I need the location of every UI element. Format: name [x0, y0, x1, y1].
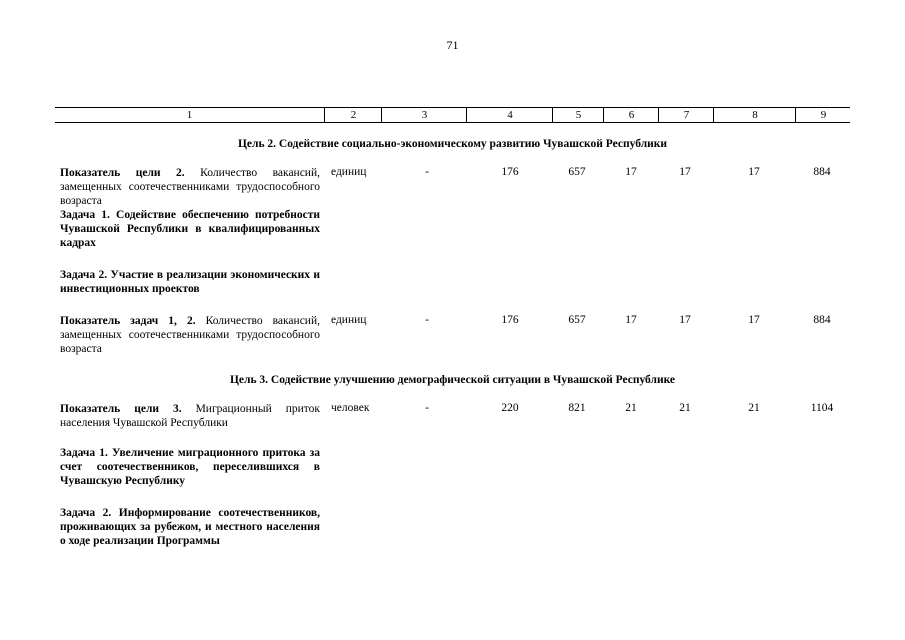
row3-col8: 21 — [748, 402, 760, 414]
header-col-6: 6 — [603, 108, 659, 122]
row2-col6: 17 — [625, 314, 637, 326]
header-col-2: 2 — [324, 108, 382, 122]
row1-col8: 17 — [748, 166, 760, 178]
header-col-5: 5 — [552, 108, 604, 122]
row1-col9: 884 — [813, 166, 831, 178]
goal-3-task-1: Задача 1. Увеличение миграционного притока за счет соотечественников, переселившихся в Чувашскую Республику — [60, 447, 320, 487]
row3-col5: 821 — [568, 402, 586, 414]
row2-col5: 657 — [568, 314, 586, 326]
header-col-4: 4 — [466, 108, 553, 122]
goal-3-task-2: Задача 2. Информирование соотечественников, проживающих за рубежом, и местного населения о ходе реализации Программы — [60, 507, 320, 547]
goal-2-task-1: Задача 1. Содействие обеспечению потребности Чувашской Республики в квалифицированных кадрах — [60, 209, 320, 249]
row2-col7: 17 — [679, 314, 691, 326]
row1-col6: 17 — [625, 166, 637, 178]
row2-col3: - — [425, 314, 429, 326]
indicator-goal-3-text: Миграционный приток населения Чувашской Республики — [60, 403, 320, 429]
header-col-9: 9 — [795, 108, 851, 122]
row1-col4: 176 — [501, 166, 519, 178]
page-number: 71 — [446, 38, 459, 52]
indicator-tasks-1-2-text: Количество вакансий, замещенных соотечественниками трудоспособного возраста — [60, 315, 320, 355]
indicator-goal-2 — [60, 166, 320, 208]
indicator-goal-3 — [60, 402, 320, 430]
row2-col4: 176 — [501, 314, 519, 326]
indicator-tasks-1-2 — [60, 314, 320, 356]
header-col-7: 7 — [658, 108, 714, 122]
row2-col8: 17 — [748, 314, 760, 326]
indicator-tasks-1-2-label: Показатель задач 1, 2. — [60, 315, 196, 327]
indicator-goal-2-text: Количество вакансий, замещенных соотечественниками трудоспособного возраста — [60, 167, 320, 207]
header-col-3: 3 — [381, 108, 467, 122]
row3-col9: 1104 — [810, 402, 834, 414]
row1-unit: единиц — [331, 166, 367, 178]
table-header — [55, 107, 850, 123]
row3-col3: - — [425, 402, 429, 414]
row3-col4: 220 — [501, 402, 519, 414]
indicator-goal-3-label: Показатель цели 3. — [60, 403, 182, 415]
indicator-goal-2-label: Показатель цели 2. — [60, 167, 185, 179]
row3-col6: 21 — [625, 402, 637, 414]
row1-col5: 657 — [568, 166, 586, 178]
goal-2-task-2: Задача 2. Участие в реализации экономических и инвестиционных проектов — [60, 269, 320, 295]
goal-3-heading: Цель 3. Содействие улучшению демографической ситуации в Чувашской Республике — [229, 374, 676, 386]
row1-col7: 17 — [679, 166, 691, 178]
row3-unit: человек — [331, 402, 370, 414]
row3-col7: 21 — [679, 402, 691, 414]
header-col-8: 8 — [713, 108, 796, 122]
row2-unit: единиц — [331, 314, 367, 326]
row2-col9: 884 — [813, 314, 831, 326]
row1-col3: - — [425, 166, 429, 178]
header-col-1: 1 — [186, 109, 193, 121]
goal-2-heading: Цель 2. Содействие социально-экономическому развитию Чувашской Республики — [237, 138, 668, 150]
